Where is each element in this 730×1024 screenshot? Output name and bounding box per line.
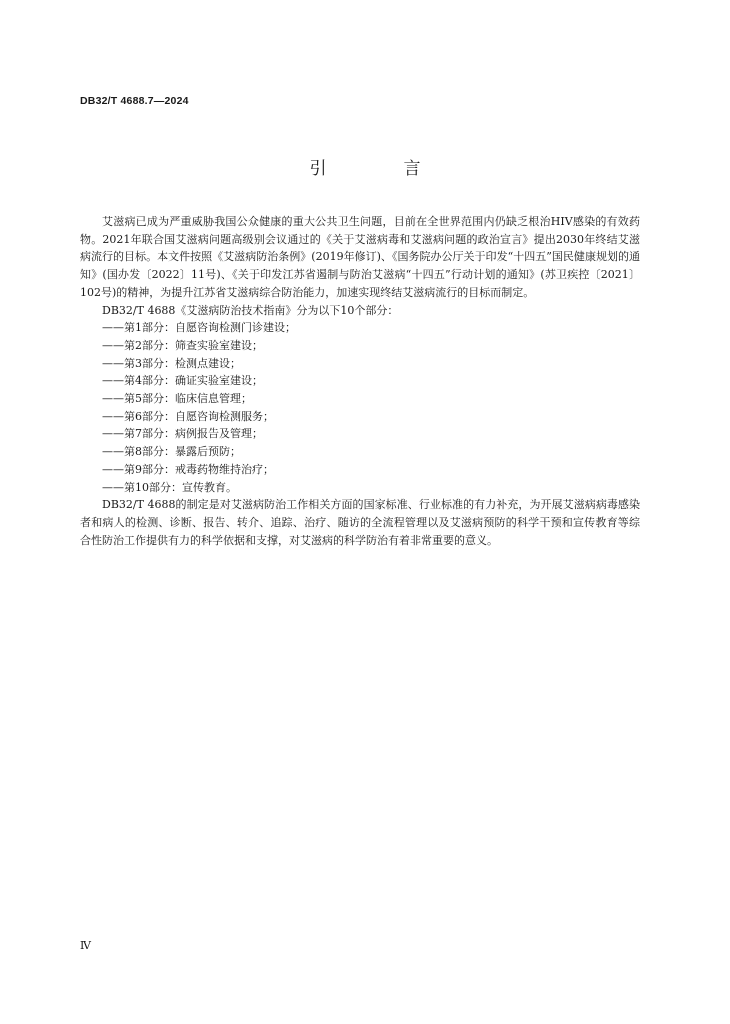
list-item-part-1: ——第1部分：自愿咨询检测门诊建设；	[102, 321, 296, 335]
closing-paragraph: DB32/T 4688的制定是对艾滋病防治工作相关方面的国家标准、行业标准的有力补充，为开展艾滋病病毒感染者和病人的检测、诊断、报告、转介、追踪、治疗、随访的全流程管理以及艾滋病预防的科学干预和宣传教育等综合性防治工作提供有力的科学依据和支撑，对艾滋病的科学防治有着非常重要的意义。	[80, 498, 640, 547]
parts-list	[80, 319, 640, 496]
list-item-part-5: ——第5部分：临床信息管理；	[102, 392, 252, 406]
list-item-part-9: ——第9部分：戒毒药物维持治疗；	[102, 462, 274, 476]
list-item-part-8: ——第8部分：暴露后预防；	[102, 445, 241, 459]
list-item-part-6: ——第6部分：自愿咨询检测服务；	[102, 409, 274, 423]
page-title: 引 言	[309, 159, 451, 179]
list-item-part-4: ——第4部分：确证实验室建设；	[102, 374, 263, 388]
list-item-part-7: ——第7部分：病例报告及管理；	[102, 427, 263, 441]
list-item-part-10: ——第10部分：宣传教育。	[102, 480, 237, 494]
intro-paragraph: 艾滋病已成为严重威胁我国公众健康的重大公共卫生问题，目前在全世界范围内仍缺乏根治HIV感染的有效药物。2021年联合国艾滋病问题高级别会议通过的《关于艾滋病毒和艾滋病问题的政治宣言》提出2030年终结艾滋病流行的目标。本文件按照《艾滋病防治条例》(2019年修订)、《国务院办公厅关于印发“十四五”国民健康规划的通知》(国办发〔2022〕11号)、《关于印发江苏省遏制与防治艾滋病“十四五”行动计划的通知》(苏卫疾控〔2021〕102号)的精神，为提升江苏省艾滋病综合防治能力，加速实现终结艾滋病流行的目标而制定。	[80, 215, 640, 299]
list-item-part-3: ——第3部分：检测点建设；	[102, 356, 241, 370]
page-number: Ⅳ	[80, 939, 91, 952]
document-code: DB32/T 4688.7—2024	[80, 95, 189, 107]
document-body	[80, 213, 640, 549]
list-item-part-2: ——第2部分：筛查实验室建设；	[102, 338, 263, 352]
parts-intro-paragraph: DB32/T 4688《艾滋病防治技术指南》分为以下10个部分：	[102, 303, 399, 317]
